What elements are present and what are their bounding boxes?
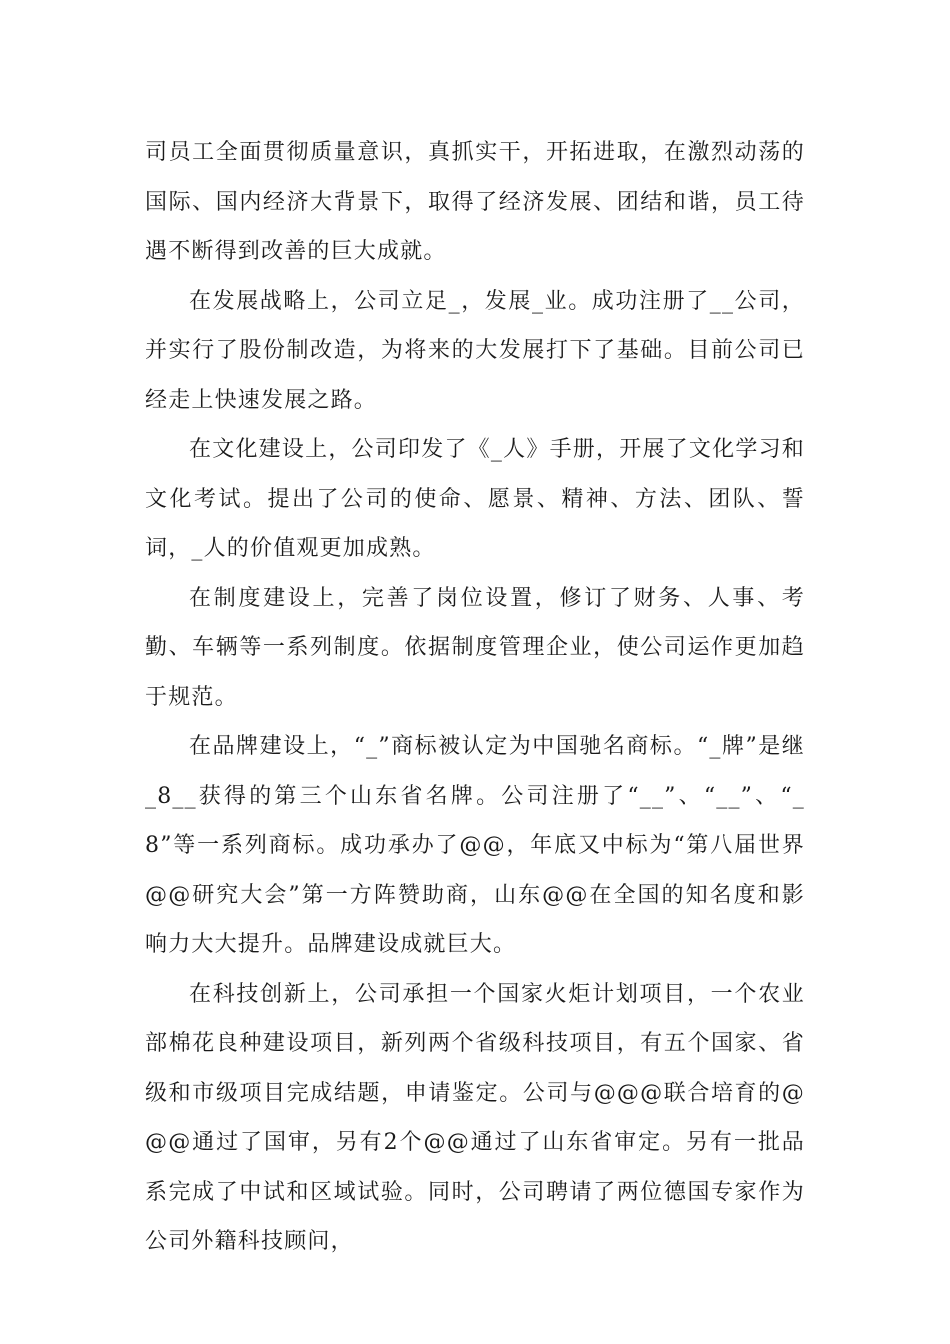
document-body bbox=[145, 128, 805, 1267]
paragraph-1: 司员工全面贯彻质量意识，真抓实干，开拓进取，在激烈动荡的国际、国内经济大背景下，取得了经济发展、团结和谐，员工待遇不断得到改善的巨大成就。 bbox=[145, 140, 805, 264]
paragraph-6: 在科技创新上，公司承担一个国家火炬计划项目，一个农业部棉花良种建设项目，新列两个省级科技项目，有五个国家、省级和市级项目完成结题，申请鉴定。公司与@@@联合培育的@@@通过了国审，另有2个@@通过了山东省审定。另有一批品系完成了中试和区域试验。同时，公司聘请了两位德国专家作为公司外籍科技顾问， bbox=[145, 981, 805, 1254]
paragraph-3: 在文化建设上，公司印发了《_人》手册，开展了文化学习和文化考试。提出了公司的使命、愿景、精神、方法、团队、誓词，_人的价值观更加成熟。 bbox=[145, 437, 805, 561]
paragraph-2: 在发展战略上，公司立足_，发展_业。成功注册了__公司，并实行了股份制改造，为将来的大发展打下了基础。目前公司已经走上快速发展之路。 bbox=[145, 288, 805, 413]
paragraph-5: 在品牌建设上，“_”商标被认定为中国驰名商标。“_牌”是继_8__获得的第三个山东省名牌。公司注册了“__”、“__”、“_8”等一系列商标。成功承办了@@，年底又中标为“第八届世界@@研究大会”第一方阵赞助商，山东@@在全国的知名度和影响力大大提升。品牌建设成就巨大。 bbox=[145, 734, 805, 957]
paragraph-4: 在制度建设上，完善了岗位设置，修订了财务、人事、考勤、车辆等一系列制度。依据制度管理企业，使公司运作更加趋于规范。 bbox=[145, 585, 805, 710]
